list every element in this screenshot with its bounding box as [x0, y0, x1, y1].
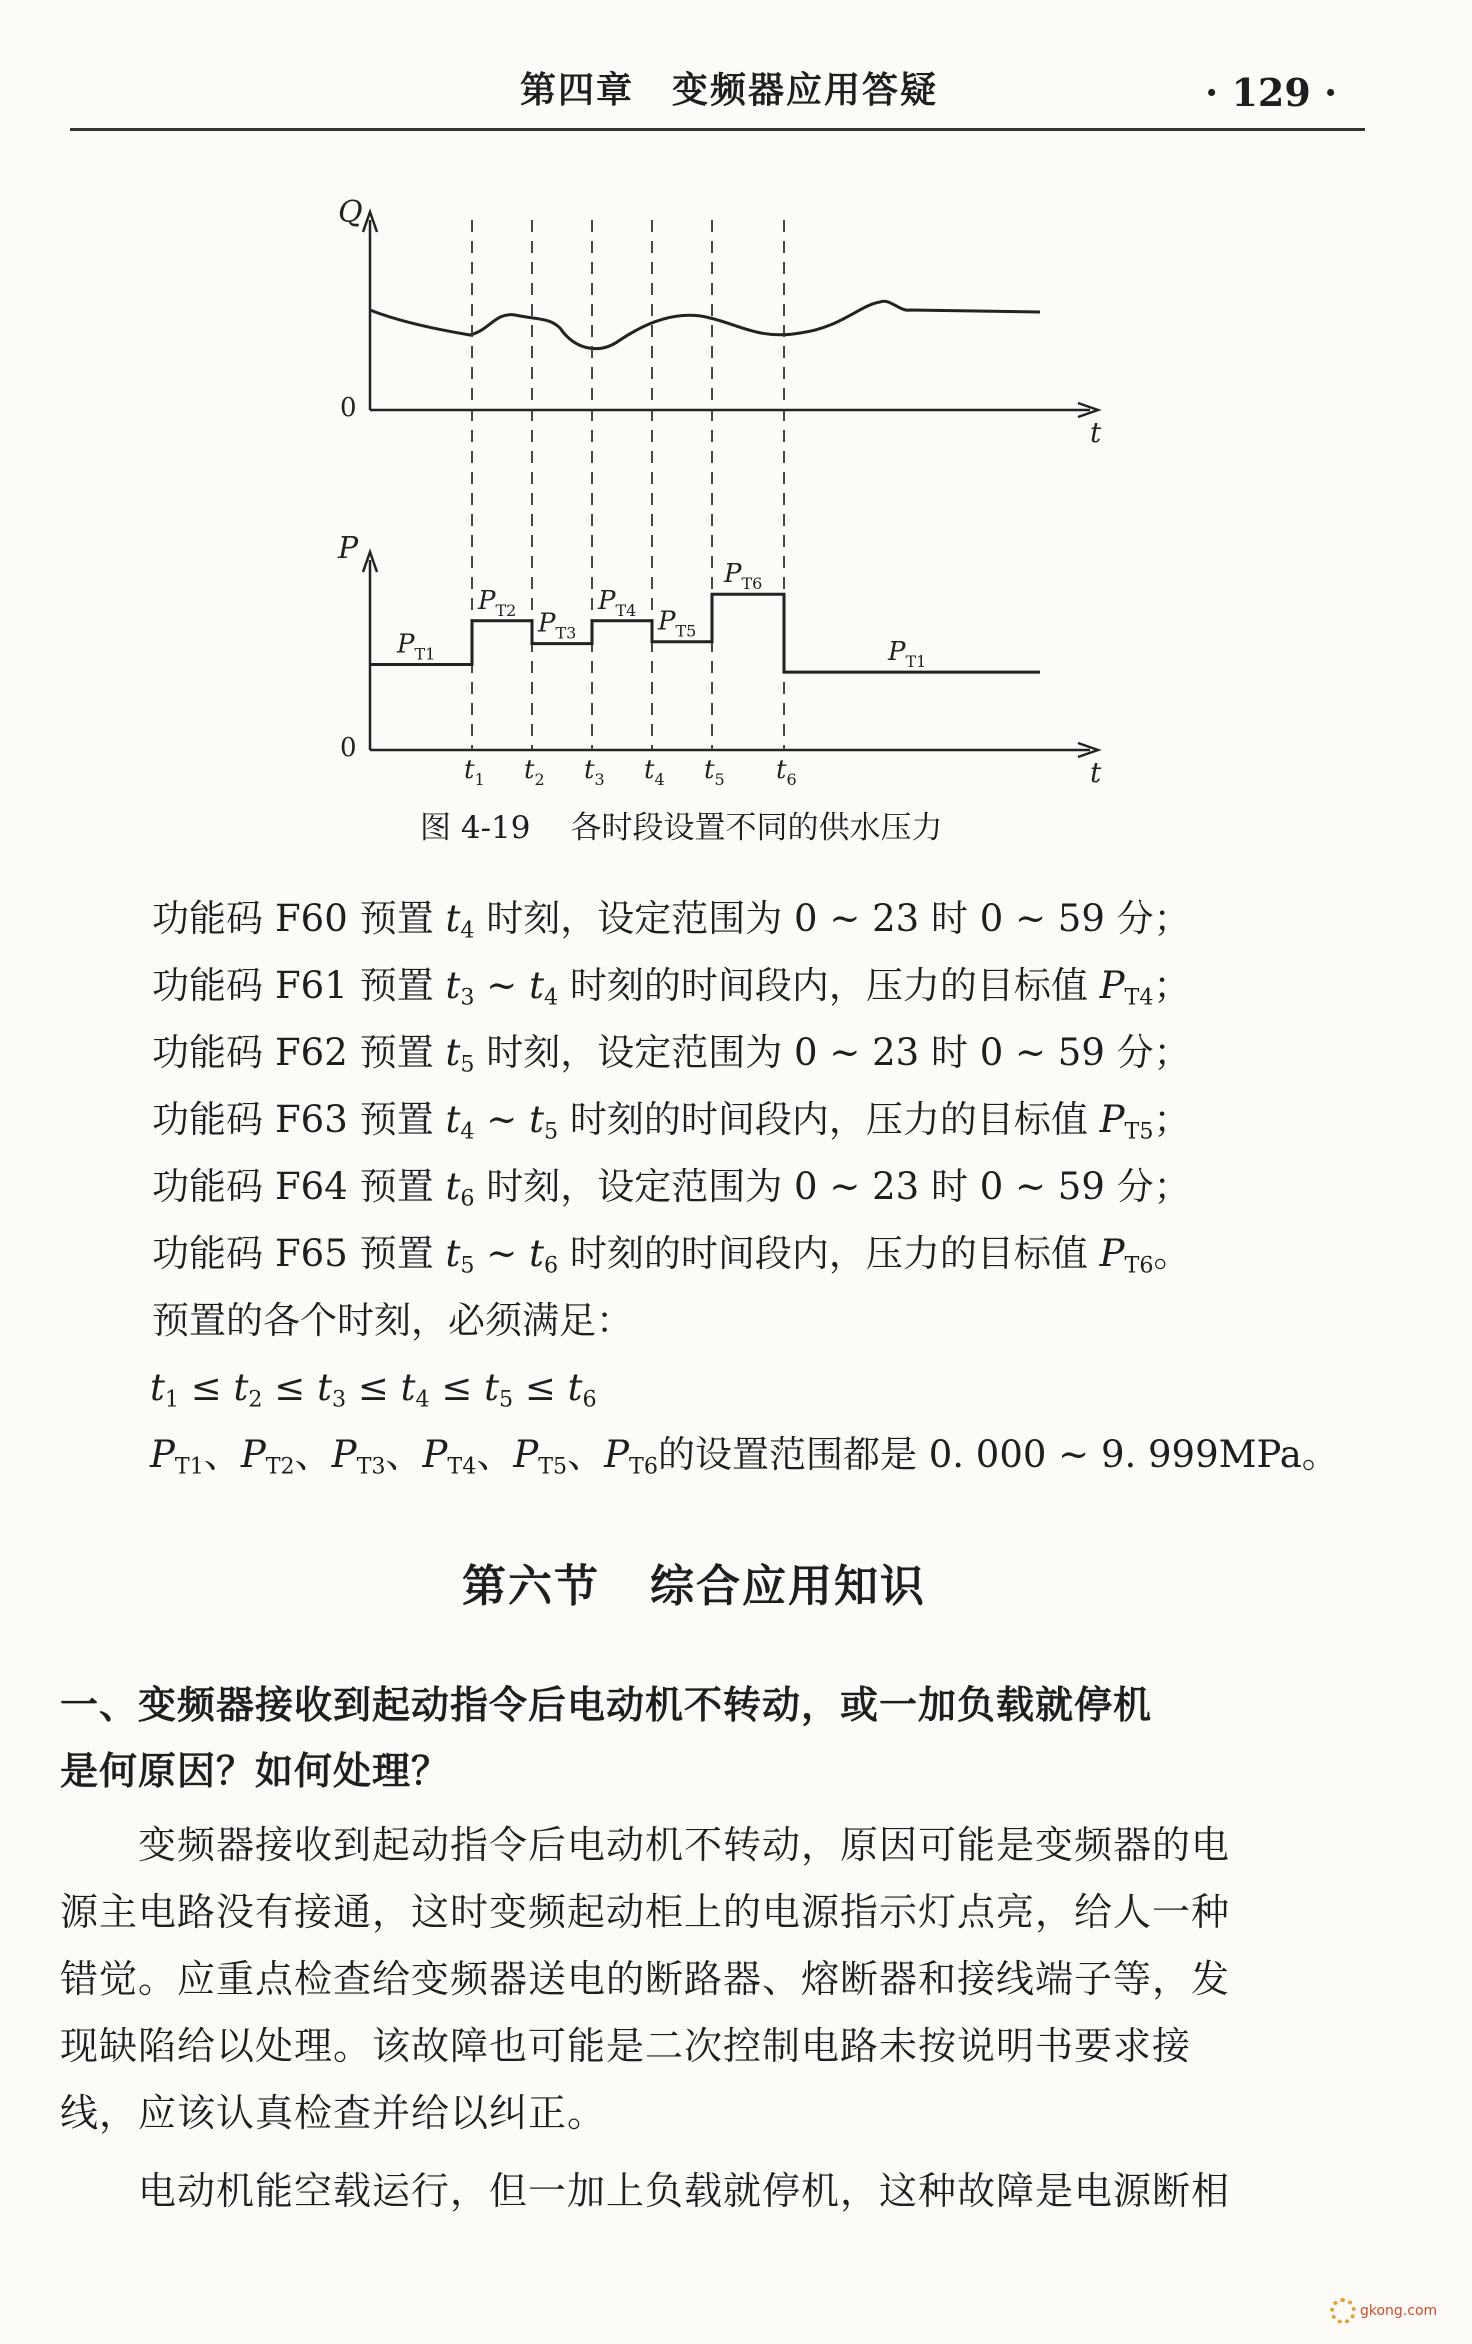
- fc-code: F63: [275, 1098, 348, 1141]
- fc-preset: 预置: [359, 1165, 434, 1208]
- pressure-sub: T3: [356, 1453, 386, 1480]
- time-var: t: [529, 1098, 544, 1141]
- time-sub: 4: [415, 1386, 430, 1413]
- time-var: t: [567, 1366, 583, 1409]
- pressure-var: P: [1099, 1098, 1125, 1141]
- pressure-var: P: [604, 1433, 630, 1476]
- paragraph-line: 错觉。应重点检查给变频器送电的断路器、熔断器和接线端子等，发: [60, 1957, 1231, 2001]
- fc-code: F64: [275, 1165, 348, 1208]
- time-var: t: [445, 897, 461, 940]
- time-var: t: [445, 964, 461, 1007]
- tilde: ~: [486, 964, 518, 1007]
- top-time-label: t: [1090, 416, 1102, 449]
- fc-preset: 预置: [359, 1232, 434, 1275]
- time-var: t: [484, 1366, 499, 1409]
- le-sign: ≤: [429, 1366, 485, 1409]
- chapter-title: 第四章 变频器应用答疑: [520, 69, 939, 111]
- pressure-sub: T5: [1124, 1118, 1154, 1145]
- paragraph-line: 电动机能空载运行，但一加上负载就停机，这种故障是电源断相: [60, 2169, 1231, 2213]
- le-sign: ≤: [346, 1366, 401, 1409]
- time-sub: 1: [164, 1386, 179, 1413]
- time-tick-label: $t_3$: [584, 755, 605, 789]
- time-sub: 5: [460, 1051, 475, 1078]
- fc-prefix: 功能码: [152, 964, 263, 1007]
- paragraph-line: 现缺陷给以处理。该故障也可能是二次控制电路未按说明书要求接: [60, 2024, 1192, 2068]
- pressure-level-label: $P_{T3}$: [538, 608, 577, 643]
- fc-end: ；: [1153, 1098, 1191, 1141]
- pressure-level-label: $P_{T5}$: [658, 606, 697, 641]
- paragraph-line: 变频器接收到起动指令后电动机不转动，原因可能是变频器的电: [60, 1823, 1231, 1867]
- pressure-sub: T2: [265, 1453, 295, 1480]
- time-var: t: [150, 1366, 165, 1409]
- gear-icon: [1330, 2298, 1356, 2324]
- flow-curve: [370, 301, 1040, 348]
- fc-rest: 时刻，设定范围为 0 ~ 23 时 0 ~ 59 分；: [486, 1031, 1191, 1074]
- time-sub: 5: [543, 1118, 559, 1145]
- time-sub: 5: [460, 1252, 475, 1279]
- fc-preset: 预置: [359, 964, 434, 1007]
- time-var: t: [445, 1031, 461, 1074]
- text-line-f60: [152, 897, 1191, 944]
- pressure-level-label: $P_{T1}$: [397, 629, 436, 664]
- text-line-f61: [152, 964, 1191, 1011]
- watermark: [1330, 2298, 1437, 2324]
- separator: 、: [476, 1433, 514, 1476]
- range-text: 的设置范围都是 0. 000 ~ 9. 999MPa。: [657, 1433, 1339, 1476]
- figure-caption: [420, 802, 943, 847]
- question-title-line-1: 一、变频器接收到起动指令后电动机不转动，或一加负载就停机: [60, 1682, 1153, 1727]
- header-rule: [70, 128, 1365, 131]
- pressure-sub: T1: [174, 1453, 204, 1480]
- pressure-sub: T6: [629, 1453, 658, 1480]
- fc-preset: 预置: [359, 1031, 434, 1074]
- question-title-line-2: 是何原因？如何处理？: [60, 1748, 451, 1793]
- page-number: · 129 ·: [1205, 70, 1338, 115]
- fc-code: F60: [275, 897, 348, 940]
- time-var: t: [529, 964, 544, 1007]
- pressure-axis-label: P: [338, 531, 359, 566]
- time-sub: 3: [460, 984, 475, 1011]
- section-heading: [462, 1550, 926, 1614]
- fc-prefix: 功能码: [152, 1165, 263, 1208]
- fc-code: F62: [275, 1031, 348, 1074]
- time-sub: 2: [248, 1386, 263, 1413]
- time-var: t: [445, 1098, 461, 1141]
- watermark-text: gkong.com: [1360, 2303, 1438, 2319]
- paragraph-line: 线，应该认真检查并给以纠正。: [60, 2091, 607, 2135]
- le-sign: ≤: [179, 1366, 234, 1409]
- le-sign: ≤: [262, 1366, 318, 1409]
- pressure-var: P: [1099, 1232, 1125, 1275]
- pressure-var: P: [1099, 964, 1125, 1007]
- fc-preset: 预置: [359, 1098, 434, 1141]
- time-tick-label: $t_2$: [524, 755, 545, 789]
- separator: 、: [294, 1433, 332, 1476]
- pressure-level-label: $P_{T1}$: [888, 637, 927, 672]
- pressure-level-label: $P_{T2}$: [478, 585, 517, 620]
- pressure-level-label: $P_{T6}$: [724, 559, 763, 594]
- pressure-step-curve: [370, 594, 1040, 672]
- le-sign: ≤: [513, 1366, 568, 1409]
- section-name: 综合应用知识: [650, 1561, 926, 1612]
- figure-caption-text: 各时段设置不同的供水压力: [570, 810, 943, 846]
- fc-mid: 时刻的时间段内，压力的目标值: [569, 1232, 1088, 1275]
- pressure-level-label: $P_{T4}$: [598, 585, 637, 620]
- text-line-f62: [152, 1031, 1191, 1078]
- fc-end: 。: [1153, 1232, 1191, 1275]
- range-line: [150, 1433, 1339, 1480]
- time-var: t: [317, 1366, 332, 1409]
- fc-rest: 时刻，设定范围为 0 ~ 23 时 0 ~ 59 分；: [486, 897, 1191, 940]
- text-line-preset-note: 预置的各个时刻，必须满足：: [152, 1299, 633, 1342]
- fc-prefix: 功能码: [152, 1232, 263, 1275]
- paragraph-line: 源主电路没有接通，这时变频起动柜上的电源指示灯点亮，给人一种: [60, 1890, 1231, 1934]
- fc-mid: 时刻的时间段内，压力的目标值: [569, 1098, 1088, 1141]
- fc-end: ；: [1153, 964, 1191, 1007]
- fc-code: F65: [275, 1232, 348, 1275]
- separator: 、: [203, 1433, 241, 1476]
- time-var: t: [400, 1366, 416, 1409]
- pressure-sub: T6: [1124, 1252, 1154, 1279]
- fc-mid: 时刻的时间段内，压力的目标值: [569, 964, 1088, 1007]
- flow-axis-label: Q: [338, 195, 363, 230]
- bottom-origin-label: 0: [340, 733, 357, 763]
- pressure-var: P: [513, 1433, 539, 1476]
- section-number: 第六节: [462, 1561, 600, 1612]
- time-sub: 5: [499, 1386, 514, 1413]
- separator: 、: [385, 1433, 423, 1476]
- text-line-f63: [152, 1098, 1191, 1145]
- time-var: t: [233, 1366, 249, 1409]
- time-tick-label: $t_1$: [464, 755, 485, 789]
- separator: 、: [567, 1433, 605, 1476]
- time-sub: 6: [460, 1185, 475, 1212]
- text-line-f64: [152, 1165, 1191, 1212]
- time-sub: 4: [543, 984, 559, 1011]
- time-sub: 6: [543, 1252, 559, 1279]
- tilde: ~: [486, 1098, 518, 1141]
- time-tick-label: $t_6$: [776, 755, 797, 789]
- pressure-sub: T5: [538, 1453, 568, 1480]
- figure-caption-number: 图 4-19: [420, 810, 531, 846]
- figure-4-19: [320, 190, 1120, 790]
- time-var: t: [445, 1165, 461, 1208]
- pressure-var: P: [240, 1433, 266, 1476]
- time-sub: 4: [460, 917, 475, 944]
- fc-code: F61: [275, 964, 348, 1007]
- time-var: t: [529, 1232, 544, 1275]
- fc-prefix: 功能码: [152, 1098, 263, 1141]
- time-sub: 4: [460, 1118, 475, 1145]
- fc-preset: 预置: [359, 897, 434, 940]
- time-sub: 3: [331, 1386, 347, 1413]
- inequality-line: [150, 1366, 597, 1413]
- pressure-var: P: [150, 1433, 175, 1476]
- pressure-sub: T4: [447, 1453, 477, 1480]
- time-tick-label: $t_5$: [704, 755, 725, 789]
- time-var: t: [445, 1232, 461, 1275]
- text-line-f65: [152, 1232, 1191, 1279]
- tilde: ~: [486, 1232, 518, 1275]
- pressure-var: P: [331, 1433, 357, 1476]
- fc-prefix: 功能码: [152, 1031, 263, 1074]
- top-origin-label: 0: [340, 393, 357, 423]
- pressure-var: P: [422, 1433, 448, 1476]
- time-tick-label: $t_4$: [644, 755, 665, 789]
- fc-prefix: 功能码: [152, 897, 263, 940]
- time-sub: 6: [582, 1386, 597, 1413]
- pressure-sub: T4: [1124, 984, 1154, 1011]
- bottom-time-label: t: [1090, 756, 1102, 789]
- fc-rest: 时刻，设定范围为 0 ~ 23 时 0 ~ 59 分；: [486, 1165, 1191, 1208]
